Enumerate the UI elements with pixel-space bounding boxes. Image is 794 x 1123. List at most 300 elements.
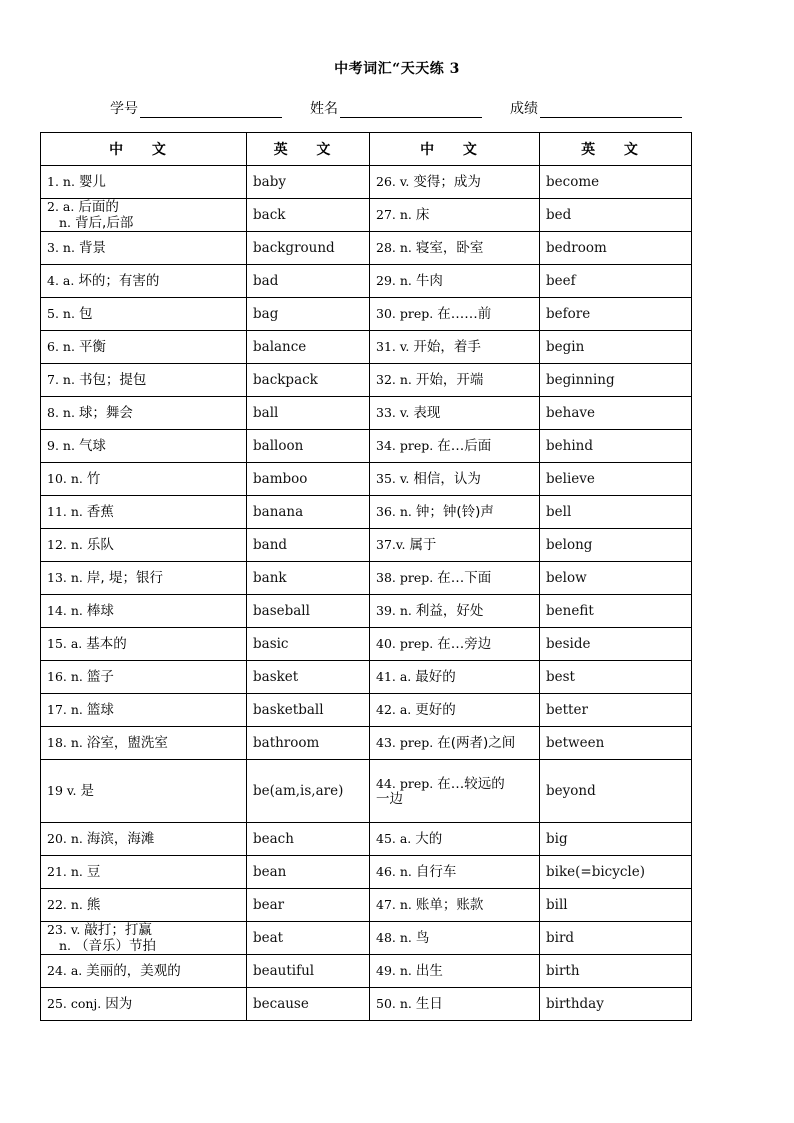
english-cell-right: bell [540,496,692,529]
table-row [41,922,692,955]
entry-line [376,996,539,1012]
entry-line [376,636,539,652]
entry-line [376,930,539,946]
vocabulary-table [40,132,692,1021]
chinese-cell-left [41,823,247,856]
entry-chinese: 平衡 [78,339,106,355]
entry-number: 33. v. [376,405,410,420]
entry-chinese-2: 背后,后部 [75,215,134,231]
entry-chinese-2: （音乐）节拍 [75,938,157,954]
entry-line [47,864,246,880]
chinese-cell-left [41,856,247,889]
chinese-cell-left [41,661,247,694]
entry-line [47,603,246,619]
entry-number: 22. n. [47,897,83,912]
table-row [41,823,692,856]
score-blank[interactable] [540,99,682,118]
chinese-cell-left [41,298,247,331]
entry-number: 2. a. [47,199,75,214]
table-row [41,298,692,331]
english-cell-right: better [540,694,692,727]
english-cell-left: bear [247,889,370,922]
entry-number: 40. prep. [376,636,434,651]
chinese-cell-left [41,232,247,265]
english-cell-left: bank [247,562,370,595]
entry-chinese: 表现 [413,405,441,421]
student-id-field[interactable] [110,98,282,118]
chinese-cell-left [41,463,247,496]
entry-number: 45. a. [376,831,412,846]
chinese-cell-right [370,694,540,727]
entry-chinese: 竹 [86,471,101,487]
entry-line [47,783,246,799]
table-row [41,562,692,595]
english-cell-left: band [247,529,370,562]
entry-chinese: 钟；钟(铃)声 [415,504,494,520]
entry-chinese: 更好的 [415,702,456,718]
entry-chinese: 岸, 堤；银行 [86,570,163,586]
chinese-cell-right [370,430,540,463]
entry-line [47,306,246,322]
chinese-cell-right [370,628,540,661]
entry-number: 37.v. [376,537,406,552]
chinese-cell-right [370,529,540,562]
entry-number-2: n. [59,938,72,953]
english-cell-left: backpack [247,364,370,397]
entry-chinese: 基本的 [86,636,127,652]
entry-chinese: 鸟 [415,930,430,946]
entry-number: 28. n. [376,240,412,255]
entry-line [47,702,246,718]
english-cell-left: bad [247,265,370,298]
entry-chinese: 是 [80,783,94,799]
entry-line [47,669,246,685]
entry-chinese: 在……前 [437,306,492,322]
entry-number: 50. n. [376,996,412,1011]
entry-chinese: 球；舞会 [78,405,133,421]
entry-line [47,570,246,586]
chinese-cell-left [41,694,247,727]
entry-line [376,537,539,553]
entry-number: 19 v. [47,783,77,798]
entry-chinese: 相信，认为 [413,471,481,487]
entry-chinese: 棒球 [86,603,114,619]
entry-number: 16. n. [47,669,83,684]
chinese-cell-left [41,331,247,364]
entry-number: 42. a. [376,702,412,717]
name-blank[interactable] [340,99,482,118]
entry-number: 27. n. [376,207,412,222]
entry-number: 34. prep. [376,438,434,453]
entry-line [376,273,539,289]
english-cell-left: ball [247,397,370,430]
english-cell-left: beat [247,922,370,955]
entry-chinese: 敲打；打赢 [84,922,152,938]
english-cell-left: balance [247,331,370,364]
entry-chinese: 篮球 [86,702,114,718]
chinese-cell-right [370,562,540,595]
entry-number: 8. n. [47,405,75,420]
table-row [41,727,692,760]
table-row [41,661,692,694]
entry-chinese: 书包；提包 [78,372,147,388]
english-cell-right: behave [540,397,692,430]
entry-number: 17. n. [47,702,83,717]
table-row [41,265,692,298]
entry-chinese: 出生 [415,963,443,979]
chinese-cell-right [370,661,540,694]
entry-number: 25. conj. [47,996,102,1011]
table-row [41,364,692,397]
chinese-cell-left [41,922,247,955]
name-field[interactable] [310,98,482,118]
chinese-cell-left [41,595,247,628]
chinese-cell-left [41,199,247,232]
entry-chinese: 生日 [415,996,443,1012]
entry-chinese: 在…较远的 [437,775,505,792]
entry-line-2 [376,792,539,807]
english-cell-left: because [247,988,370,1021]
entry-line [376,735,539,751]
chinese-cell-right [370,364,540,397]
entry-chinese: 乐队 [86,537,114,553]
entry-line [376,372,539,388]
entry-chinese-2: 一边 [376,790,403,807]
table-row [41,889,692,922]
chinese-cell-right [370,463,540,496]
english-cell-left: be(am,is,are) [247,760,370,823]
entry-number: 48. n. [376,930,412,945]
entry-line [47,199,246,215]
entry-line [47,240,246,256]
chinese-cell-left [41,727,247,760]
entry-line [47,471,246,487]
entry-chinese: 坏的；有害的 [78,273,160,289]
english-cell-left: bean [247,856,370,889]
chinese-cell-left [41,496,247,529]
entry-chinese: 熊 [86,897,101,913]
entry-line [47,438,246,454]
entry-line [47,504,246,520]
entry-number: 11. n. [47,504,83,519]
chinese-cell-left [41,889,247,922]
student-id-label: 学号 [110,101,138,117]
english-cell-right: beef [540,265,692,298]
english-cell-right: begin [540,331,692,364]
chinese-cell-left [41,529,247,562]
entry-chinese: 最好的 [415,669,456,685]
entry-number: 38. prep. [376,570,434,585]
entry-line [376,702,539,718]
english-cell-right: below [540,562,692,595]
english-cell-left: bathroom [247,727,370,760]
entry-line [47,963,246,979]
english-cell-right: beyond [540,760,692,823]
entry-number: 10. n. [47,471,83,486]
english-cell-left: banana [247,496,370,529]
chinese-cell-left [41,430,247,463]
english-cell-left: basketball [247,694,370,727]
entry-chinese: 背景 [78,240,106,256]
english-cell-right: beginning [540,364,692,397]
chinese-cell-right [370,199,540,232]
table-row [41,694,692,727]
table-row [41,628,692,661]
header-chinese-right: 中 文 [370,133,540,166]
chinese-cell-left [41,955,247,988]
entry-line [47,339,246,355]
entry-chinese: 浴室，盥洗室 [86,735,168,751]
entry-line [376,831,539,847]
chinese-cell-left [41,988,247,1021]
entry-number: 21. n. [47,864,83,879]
english-cell-right: benefit [540,595,692,628]
entry-chinese: 在…后面 [437,438,492,454]
entry-line [47,922,246,938]
student-id-blank[interactable] [140,99,282,118]
entry-line [376,339,539,355]
entry-line [376,963,539,979]
name-label: 姓名 [310,101,338,117]
table-header-row [41,133,692,166]
english-cell-left: baseball [247,595,370,628]
entry-number: 36. n. [376,504,412,519]
table-row [41,595,692,628]
entry-chinese: 篮子 [86,669,114,685]
entry-number: 29. n. [376,273,412,288]
entry-chinese: 寝室，卧室 [415,240,484,256]
chinese-cell-right [370,889,540,922]
entry-chinese: 在…旁边 [437,636,492,652]
entry-number: 18. n. [47,735,83,750]
vocabulary-table-body [41,166,692,1021]
table-row [41,988,692,1021]
entry-number: 1. n. [47,174,75,189]
english-cell-left: back [247,199,370,232]
english-cell-right: bedroom [540,232,692,265]
english-cell-right: before [540,298,692,331]
entry-chinese: 大的 [415,831,443,847]
entry-chinese: 账单；账款 [415,897,484,913]
entry-line [47,897,246,913]
english-cell-right: bill [540,889,692,922]
entry-line [47,735,246,751]
chinese-cell-right [370,823,540,856]
english-cell-right: bed [540,199,692,232]
table-row [41,463,692,496]
student-info-row [0,98,794,122]
entry-line-2 [47,215,246,231]
chinese-cell-right [370,496,540,529]
english-cell-left: beautiful [247,955,370,988]
entry-number: 35. v. [376,471,410,486]
english-cell-right: birthday [540,988,692,1021]
table-row [41,760,692,823]
entry-chinese: 海滨，海滩 [86,831,155,847]
table-row [41,856,692,889]
entry-chinese: 包 [78,306,93,322]
chinese-cell-right [370,166,540,199]
chinese-cell-right [370,727,540,760]
chinese-cell-left [41,265,247,298]
chinese-cell-right [370,595,540,628]
chinese-cell-right [370,760,540,823]
chinese-cell-right [370,955,540,988]
entry-number: 9. n. [47,438,75,453]
chinese-cell-right [370,232,540,265]
english-cell-right: belong [540,529,692,562]
entry-line [47,636,246,652]
chinese-cell-right [370,298,540,331]
entry-line [376,405,539,421]
entry-number: 7. n. [47,372,75,387]
english-cell-right: become [540,166,692,199]
entry-number: 47. n. [376,897,412,912]
chinese-cell-right [370,988,540,1021]
english-cell-right: big [540,823,692,856]
chinese-cell-left [41,628,247,661]
table-row [41,496,692,529]
entry-line [47,996,246,1012]
entry-chinese: 在…下面 [437,570,492,586]
english-cell-right: believe [540,463,692,496]
entry-chinese: 婴儿 [78,174,106,190]
english-cell-right: birth [540,955,692,988]
english-cell-right: bike(=bicycle) [540,856,692,889]
table-row [41,331,692,364]
entry-number: 12. n. [47,537,83,552]
page-title: 中考词汇“天天练 3 [334,61,460,77]
chinese-cell-left [41,562,247,595]
entry-number: 41. a. [376,669,412,684]
table-row [41,955,692,988]
english-cell-right: best [540,661,692,694]
entry-chinese: 美丽的，美观的 [86,963,181,979]
entry-number: 4. a. [47,273,75,288]
entry-line [376,174,539,190]
english-cell-left: bamboo [247,463,370,496]
entry-chinese: 变得；成为 [413,174,481,190]
entry-line [47,831,246,847]
score-label: 成绩 [510,101,538,117]
header-english-left: 英 文 [247,133,370,166]
entry-number-2: n. [59,215,72,230]
english-cell-left: background [247,232,370,265]
entry-line [47,372,246,388]
chinese-cell-left [41,166,247,199]
entry-line [376,504,539,520]
entry-number: 24. a. [47,963,83,978]
entry-chinese: 自行车 [415,864,457,880]
english-cell-left: bag [247,298,370,331]
table-row [41,232,692,265]
entry-line [47,273,246,289]
entry-line [376,603,539,619]
entry-number: 26. v. [376,174,410,189]
entry-chinese: 开始，着手 [413,339,481,355]
english-cell-left: beach [247,823,370,856]
entry-number: 14. n. [47,603,83,618]
entry-chinese: 豆 [86,864,101,880]
entry-chinese: 属于 [409,537,437,553]
english-cell-left: balloon [247,430,370,463]
chinese-cell-right [370,331,540,364]
entry-number: 46. n. [376,864,412,879]
english-cell-right: beside [540,628,692,661]
entry-number: 23. v. [47,922,81,937]
entry-number: 20. n. [47,831,83,846]
entry-line [376,776,539,792]
table-row [41,430,692,463]
table-row [41,529,692,562]
english-cell-left: basic [247,628,370,661]
entry-number: 5. n. [47,306,75,321]
entry-chinese: 气球 [78,438,106,454]
entry-number: 44. prep. [376,775,434,791]
score-field[interactable] [510,98,682,118]
entry-line [376,669,539,685]
header-chinese-left: 中 文 [41,133,247,166]
entry-number: 13. n. [47,570,83,585]
chinese-cell-left [41,397,247,430]
entry-number: 43. prep. [376,735,434,750]
entry-line [47,537,246,553]
entry-line [376,570,539,586]
entry-number: 15. a. [47,636,83,651]
english-cell-left: baby [247,166,370,199]
entry-number: 3. n. [47,240,75,255]
entry-line [376,438,539,454]
table-row [41,199,692,232]
entry-number: 49. n. [376,963,412,978]
entry-line [376,471,539,487]
table-row [41,397,692,430]
header-english-right: 英 文 [540,133,692,166]
chinese-cell-right [370,856,540,889]
english-cell-right: between [540,727,692,760]
entry-line [376,207,539,223]
entry-chinese: 床 [415,207,430,223]
chinese-cell-right [370,922,540,955]
english-cell-right: bird [540,922,692,955]
entry-chinese: 香蕉 [86,504,114,520]
entry-line [376,864,539,880]
entry-line [376,240,539,256]
entry-number: 6. n. [47,339,75,354]
entry-chinese: 开始，开端 [415,372,484,388]
english-cell-right: behind [540,430,692,463]
entry-line-2 [47,938,246,954]
entry-line [376,897,539,913]
entry-line [376,306,539,322]
entry-chinese: 牛肉 [415,273,443,289]
entry-chinese: 在(两者)之间 [437,735,516,751]
chinese-cell-right [370,265,540,298]
chinese-cell-left [41,364,247,397]
chinese-cell-right [370,397,540,430]
english-cell-left: basket [247,661,370,694]
entry-line [47,405,246,421]
entry-number: 32. n. [376,372,412,387]
table-row [41,166,692,199]
entry-chinese: 因为 [105,996,133,1012]
entry-number: 30. prep. [376,306,434,321]
entry-number: 31. v. [376,339,410,354]
chinese-cell-left [41,760,247,823]
entry-chinese: 后面的 [78,199,119,215]
entry-line [47,174,246,190]
entry-chinese: 利益，好处 [415,603,484,619]
